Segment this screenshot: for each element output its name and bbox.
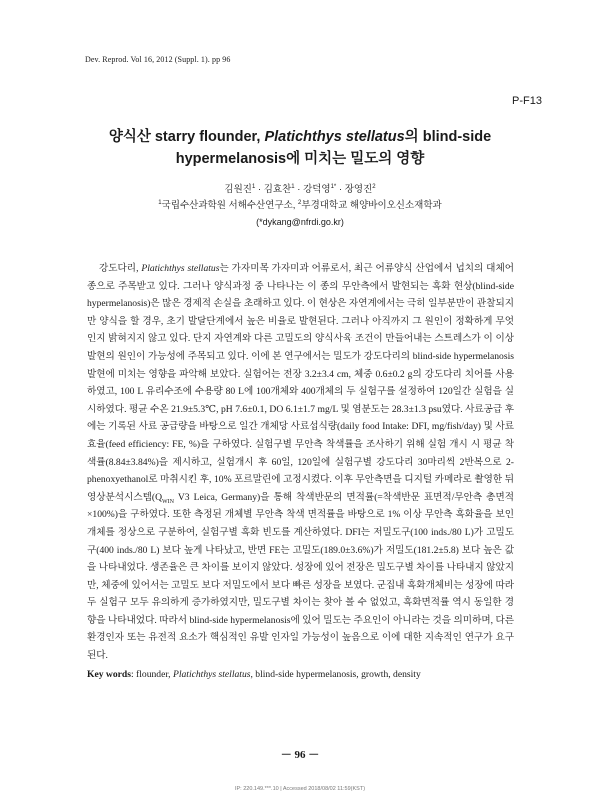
author-name: 김원진 <box>224 184 252 195</box>
subscript: WIN <box>162 498 174 505</box>
title-prefix: 양식산 starry flounder, <box>108 129 265 145</box>
title-line2: hypermelanosis에 미치는 밀도의 영향 <box>175 151 425 167</box>
abstract-code: P-F13 <box>512 95 542 107</box>
author-separator: · <box>255 184 264 195</box>
keywords <box>87 667 514 683</box>
author-separator: · <box>294 184 304 195</box>
abstract-text: 강도다리, <box>99 263 142 274</box>
keywords-text: , blind-side hypermelanosis, growth, density <box>250 669 421 680</box>
corresponding-email: (*dykang@nfrdi.go.kr) <box>256 217 344 227</box>
keywords-label: Key words <box>87 669 131 680</box>
author-name: 김효찬 <box>263 184 292 195</box>
affiliation-1: 국립수산과학원 서해수산연구소, <box>161 200 299 211</box>
affiliation-marker: 1 <box>251 183 256 190</box>
affiliation-marker: 1 <box>291 183 295 190</box>
affiliation-marker: 2 <box>372 183 376 190</box>
author-name: 장영진 <box>344 184 373 195</box>
affiliation-marker: 2 <box>298 199 302 206</box>
affiliation-marker: 1* <box>330 183 337 190</box>
author-list <box>80 182 520 198</box>
journal-header: Dev. Reprod. Vol 16, 2012 (Suppl. 1). pp 96 <box>85 55 231 64</box>
author-separator: · <box>336 184 345 195</box>
affiliation-marker: 1 <box>158 199 162 206</box>
author-block <box>80 182 520 230</box>
abstract-text: V3 Leica, Germany)을 통해 착색반문의 면적률(=착색반문 표면적/무안측 총면적×100%)을 구하였다. 또한 측정된 개체별 무안측 착색 면적률을 바탕으로 1% 이상 무안측 흑화율을 보인 개체를 정상으로 구분하여, 실험구별 흑화 빈도를 계산하였다. DFI는 저밀도구(100 inds./80 L)가 고밀도구(400 inds./80 L) 보다 높게 나타났고, 반면 FE는 고밀도(189.0±3.6%)가 저밀도(181.2±5.8) 보다 높은 값을 나타내었다. 생존율은 큰 차이를 보이지 않았다. 성장에 있어 전장은 밀도구별 차이를 나타내지 않았지만, 체중에 있어서는 고밀도 보다 저밀도에서 보다 빠른 성장을 보였다. 군집내 흑화개체비는 성장에 따라 두 실험구 모두 유의하게 증가하였지만, 밀도구별 차이는 찾아 볼 수 없었고, 흑화면적률 역시 동일한 경향을 나타내었다. 따라서 blind-side hypermelanosis에 있어 밀도는 주요인이 아니라는 것을 의미하며, 다른 환경인자 또는 유전적 요소가 핵심적인 유발 인자일 가능성이 높음으로 이에 대한 지속적인 연구가 요구된다. <box>87 491 514 662</box>
paper-title <box>80 126 520 170</box>
affiliations <box>80 198 520 214</box>
affiliation-2: 부경대학교 해양바이오신소재학과 <box>301 200 442 211</box>
access-footer: IP: 220.149.***.10 | Accessed 2018/08/02 11:59(KST) <box>234 786 366 792</box>
author-name: 강덕영 <box>303 184 331 195</box>
title-suffix: 의 blind-side <box>404 129 492 145</box>
abstract-body <box>87 260 514 665</box>
species-name: Platichthys stellatus <box>141 263 220 274</box>
title-species: Platichthys stellatus <box>264 129 405 145</box>
abstract-text: 는 가자미목 가자미과 어류로서, 최근 어류양식 산업에서 넙치의 대체어종으로 주목받고 있다. 그러나 양식과정 중 나타나는 이 종의 무안측에서 발현되는 흑화 현상(blind-side hypermelanosis)은 많은 경제적 손실을 초래하고 있다. 이 현상은 자연계에서는 극히 일부분만이 관찰되지만 양식을 할 경우, 초기 발달단계에서 높은 비율로 발현된다. 그러나 아직까지 그 원인이 정확하게 무엇인지 밝혀지지 않고 있다. 단지 자연계와 다른 고밀도의 양식사육 조건이 만들어내는 스트레스가 이 이상 발현의 원인이 가능성에 주목되고 있다. 이에 본 연구에서는 밀도가 강도다리의 blind-side hypermelanosis 발현에 미치는 영향을 파악해 보았다. 실험어는 전장 3.2±3.4 cm, 체중 0.6±0.2 g의 강도다리 치어를 사용하였고, 100 L 유리수조에 수용량 80 L에 100개체와 400개체의 두 실험구를 설정하여 120일간 실험을 실시하였다. 평균 수온 21.9±5.3℃, pH 7.6±0.1, DO 6.1±1.7 mg/L 및 염분도는 28.3±1.3 psu였다. 사료공급 후에는 기록된 사료 공급량을 바탕으로 일간 개체당 사료섭식량(daily food Intake: DFI, mg/fish/day) 및 사료효율(feed efficiency: FE, %)을 구하였다. 실험구별 무안측 착색률을 조사하기 위해 실험 개시 시 평균 착색률(8.84±3.84%)을 제시하고, 실험개시 후 60일, 120일에 실험구별 강도다리 30마리씩 2반복으로 2-phenoxyethanol로 마취시킨 후, 10% 포르말린에 고정시켰다. 이후 무안측면을 디지털 카메라로 촬영한 뒤 영상분석시스템(Q <box>87 263 514 503</box>
keywords-text: : flounder, <box>130 669 173 680</box>
keywords-species: Platichthys stellatus <box>172 669 251 680</box>
page-number: － 96 － <box>280 749 320 761</box>
